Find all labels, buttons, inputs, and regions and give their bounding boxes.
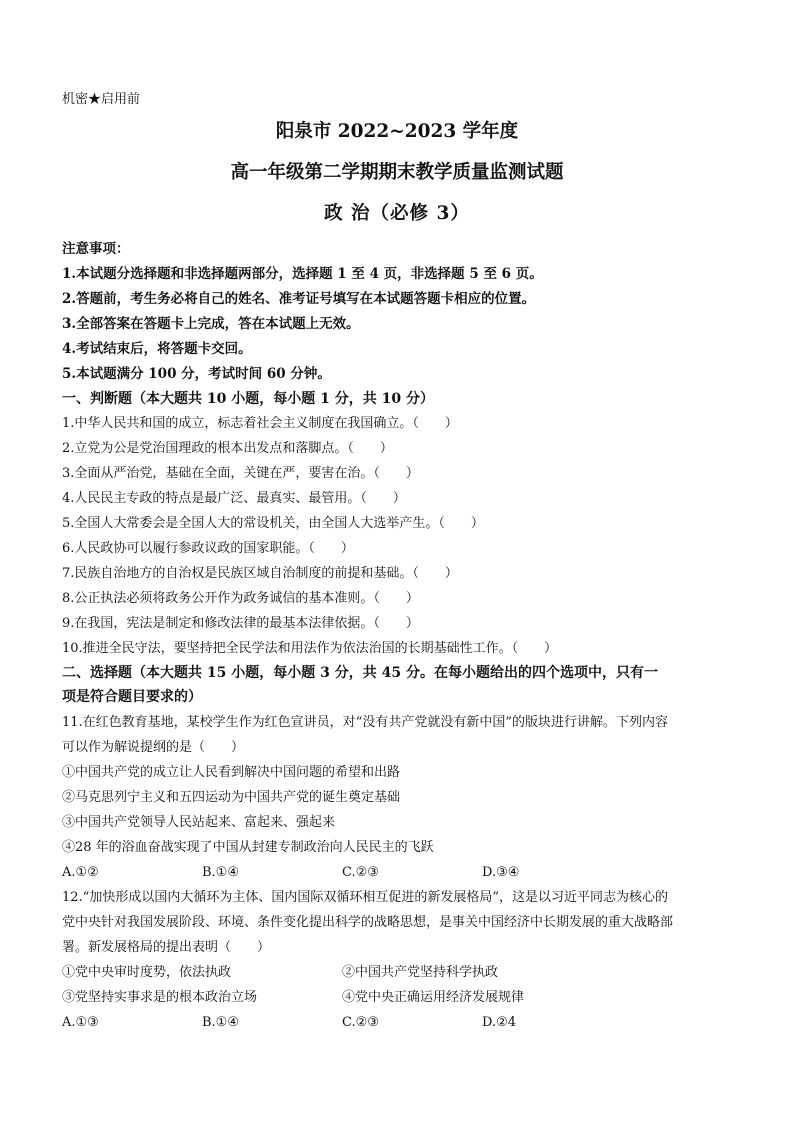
q11-option: ③中国共产党领导人民站起来、富起来、强起来 xyxy=(62,815,336,830)
q11-answer-c: C.②③ xyxy=(342,865,379,880)
q11-option: ①中国共产党的成立让人民看到解决中国问题的希望和出路 xyxy=(62,765,401,780)
q11-stem-cont: 可以作为解说提纲的是（ ） xyxy=(62,740,245,755)
q12-answer-a: A.①③ xyxy=(62,1015,99,1030)
q12-answer-b: B.①④ xyxy=(202,1015,239,1030)
judgement-question: 6.人民政协可以履行参政议政的国家职能。（ ） xyxy=(62,541,354,556)
judgement-question: 8.公正执法必须将政务公开作为政务诚信的基本准则。（ ） xyxy=(62,591,419,606)
judgement-question: 5.全国人大常委会是全国人大的常设机关，由全国人大选举产生。（ ） xyxy=(62,516,484,531)
notice-item: 5.本试题满分 100 分，考试时间 60 分钟。 xyxy=(62,366,331,382)
notice-item: 1.本试题分选择题和非选择题两部分，选择题 1 至 4 页，非选择题 5 至 6 页。 xyxy=(62,266,543,282)
exam-title-line1: 阳泉市 2022~2023 学年度 xyxy=(275,121,519,142)
q12-option: ③党坚持实事求是的根本政治立场 xyxy=(62,990,258,1005)
judgement-question: 9.在我国，宪法是制定和修改法律的最基本法律依据。（ ） xyxy=(62,616,419,631)
judgement-question: 2.立党为公是党治国理政的根本出发点和落脚点。（ ） xyxy=(62,441,393,456)
q11-option: ②马克思列宁主义和五四运动为中国共产党的诞生奠定基础 xyxy=(62,790,401,805)
q12-stem-cont: 党中央针对我国发展阶段、环境、条件变化提出科学的战略思想，是事关中国经济中长期发展的重大战略部 xyxy=(62,915,674,930)
q11-option: ④28 年的浴血奋战实现了中国从封建专制政治向人民民主的飞跃 xyxy=(62,840,434,855)
q12-stem: 12.“加快形成以国内大循环为主体、国内国际双循环相互促进的新发展格局”，这是以习近平同志为核心的 xyxy=(62,890,668,905)
q12-answer-d: D.②4 xyxy=(482,1015,517,1030)
q11-answer-a: A.①② xyxy=(62,865,99,880)
confidential-label: 机密★启用前 xyxy=(62,92,141,107)
judgement-question: 7.民族自治地方的自治权是民族区域自治制度的前提和基础。（ ） xyxy=(62,566,458,581)
q12-option: ④党中央正确运用经济发展规律 xyxy=(342,990,525,1005)
notice-item: 2.答题前，考生务必将自己的姓名、准考证号填写在本试题答题卡相应的位置。 xyxy=(62,291,536,307)
judgement-question: 3.全面从严治党，基础在全面，关键在严，要害在治。（ ） xyxy=(62,466,419,481)
exam-title-line2: 高一年级第二学期期末教学质量监测试题 xyxy=(230,162,564,183)
q12-option: ②中国共产党坚持科学执政 xyxy=(342,965,499,980)
q12-stem-cont: 署。新发展格局的提出表明（ ） xyxy=(62,940,271,955)
notice-heading: 注意事项： xyxy=(62,241,130,257)
q11-answer-b: B.①④ xyxy=(202,865,239,880)
section2-heading: 二、选择题（本大题共 15 小题，每小题 3 分，共 45 分。在每小题给出的四个选项中，只有一 xyxy=(62,665,658,681)
q12-answer-c: C.②③ xyxy=(342,1015,379,1030)
judgement-question: 4.人民民主专政的特点是最广泛、最真实、最管用。（ ） xyxy=(62,491,406,506)
judgement-question: 1.中华人民共和国的成立，标志着社会主义制度在我国确立。（ ） xyxy=(62,416,458,431)
judgement-question: 10.推进全民守法，要坚持把全民学法和用法作为依法治国的长期基础性工作。（ ） xyxy=(62,641,558,656)
section2-heading-cont: 项是符合题目要求的） xyxy=(62,689,202,705)
q12-option: ①党中央审时度势，依法执政 xyxy=(62,965,232,980)
exam-subject-title: 政 治（必修 3） xyxy=(324,203,470,224)
notice-item: 3.全部答案在答题卡上完成，答在本试题上无效。 xyxy=(62,316,360,332)
notice-item: 4.考试结束后，将答题卡交回。 xyxy=(62,341,252,357)
q11-answer-d: D.③④ xyxy=(482,865,520,880)
section1-heading: 一、判断题（本大题共 10 小题，每小题 1 分，共 10 分） xyxy=(62,391,434,407)
q11-stem: 11.在红色教育基地，某校学生作为红色宣讲员，对“没有共产党就没有新中国”的版块进行讲解。下列内容 xyxy=(62,715,668,730)
